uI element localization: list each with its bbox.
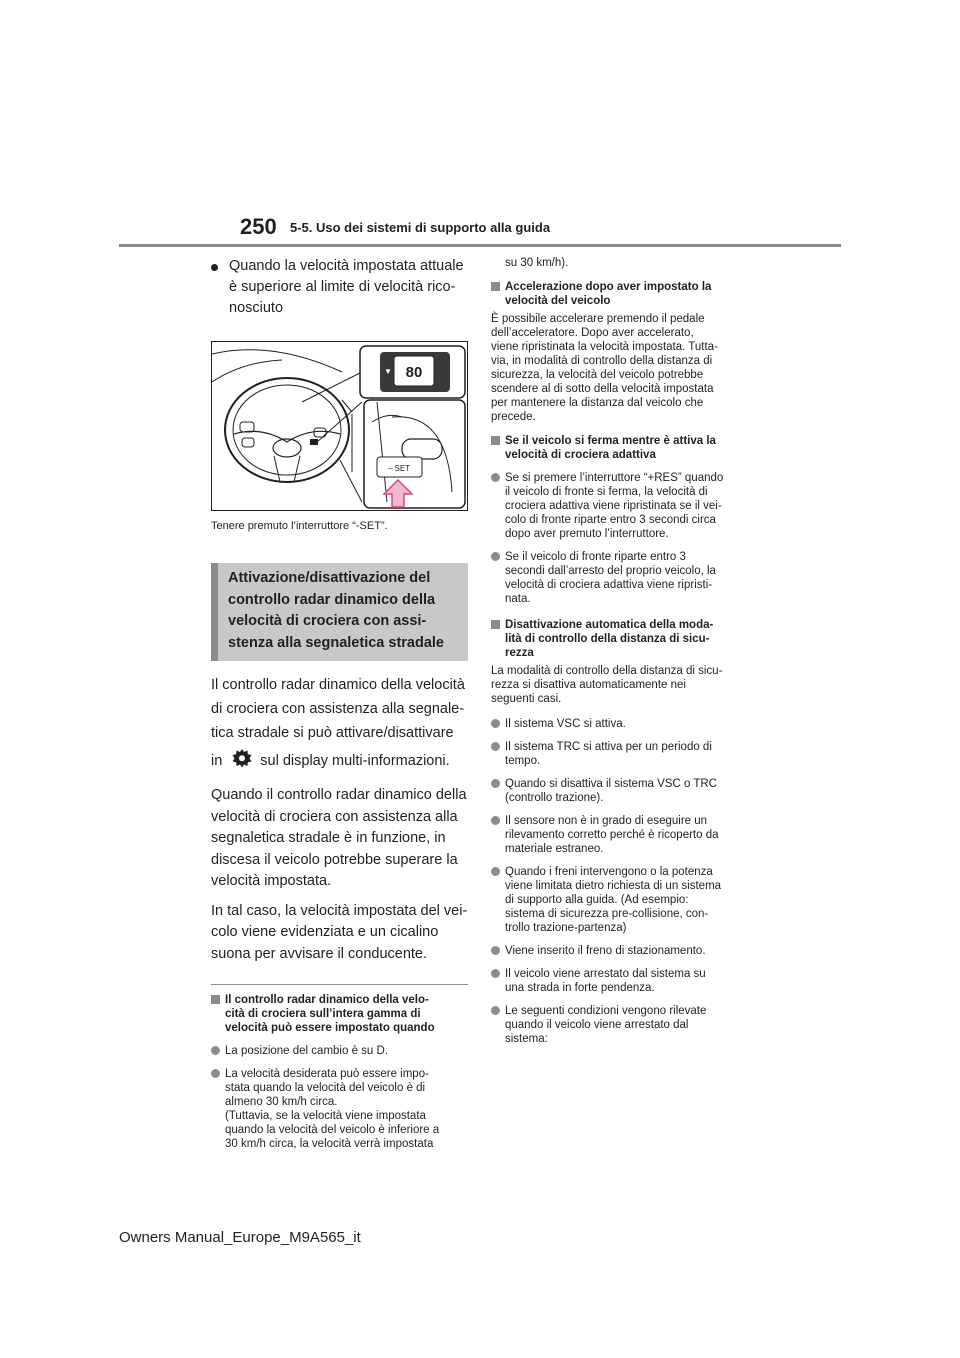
line: Quando il controllo radar dinamico della	[211, 787, 467, 804]
line: Il sistema VSC si attiva.	[505, 718, 626, 730]
section-heading-box	[211, 563, 468, 661]
bullet-restart-3s	[491, 550, 751, 606]
line: Se il veicolo si ferma mentre è attiva la	[505, 435, 716, 447]
line: velocità di crociera adattiva viene ripristi-	[505, 579, 713, 591]
line: scendere al di sotto della velocità impostata	[491, 383, 714, 395]
line: velocità del veicolo	[505, 295, 611, 307]
line: velocità di crociera adattiva	[505, 449, 656, 461]
left-column	[211, 256, 468, 1151]
line: (controllo trazione).	[505, 792, 604, 804]
steering-wheel-illustration	[211, 341, 468, 511]
subheading-vehicle-stops	[491, 434, 751, 462]
line: Quando la velocità impostata attuale	[229, 258, 464, 274]
line: sistema:	[505, 1033, 548, 1045]
heading-line: velocità di crociera con assi-	[228, 613, 427, 630]
steering-wheel-drawing	[212, 342, 467, 510]
bullet-gear-d	[211, 1044, 468, 1058]
line: Quando si disattiva il sistema VSC o TRC	[505, 778, 717, 790]
line: di crociera con assistenza alla segnale-	[211, 701, 465, 718]
bullet-parking-brake	[491, 944, 751, 958]
bullet-dot-icon	[491, 779, 500, 788]
line: Disattivazione automatica della moda-	[505, 619, 714, 631]
bullet-dot-icon	[491, 742, 500, 751]
header-rule	[119, 244, 841, 247]
line: colo viene evidenziata e un cicalino	[211, 924, 439, 941]
figure-caption: Tenere premuto l’interruttore “-SET”.	[211, 520, 388, 532]
line: una strada in forte pendenza.	[505, 982, 655, 994]
line: colo di fronte riparte entro 3 secondi circa	[505, 514, 716, 526]
divider	[211, 984, 468, 985]
line: suona per avvisare il conducente.	[211, 945, 428, 962]
bullet-brakes	[491, 865, 751, 935]
set-label: – SET	[387, 464, 411, 473]
bullet-min-speed	[211, 1067, 468, 1151]
line: materiale estraneo.	[505, 843, 604, 855]
line: viene ripristinata la velocità impostata. Tutta-	[491, 341, 718, 353]
bullet-dot-icon	[491, 719, 500, 728]
svg-text:▼: ▼	[384, 367, 392, 376]
line: Il veicolo viene arrestato dal sistema su	[505, 968, 706, 980]
line: Se si premere l’interruttore “+RES” quando	[505, 472, 724, 484]
continuation-text: su 30 km/h).	[505, 257, 569, 269]
line: rezza si disattiva automaticamente nei	[491, 679, 686, 691]
square-bullet-icon	[491, 620, 500, 629]
line	[211, 749, 468, 777]
bullet-dot-icon	[211, 1046, 220, 1055]
page-number: 250	[240, 214, 277, 239]
after-text: sul display multi-informazioni.	[260, 753, 450, 770]
paragraph-activation	[211, 673, 468, 777]
line: nata.	[505, 593, 531, 605]
line: il veicolo di fronte si ferma, la velocità di	[505, 486, 708, 498]
paragraph-buzzer	[211, 901, 468, 966]
line: La posizione del cambio è su D.	[225, 1045, 389, 1058]
section-title: 5-5. Uso dei sistemi di supporto alla guida	[290, 220, 551, 235]
paragraph-acceleration	[491, 312, 751, 424]
bullet-speed-limit	[211, 256, 468, 319]
paragraph-auto-deactivation	[491, 664, 751, 706]
line: quando il veicolo viene arrestato dal	[505, 1019, 689, 1031]
bullet-dot-icon	[491, 816, 500, 825]
line: Quando i freni intervengono o la potenza	[505, 866, 713, 878]
in-text: in	[211, 753, 223, 770]
bullet-conditions	[491, 1004, 751, 1046]
line: dell’acceleratore. Dopo aver accelerato,	[491, 327, 694, 339]
line: viene limitata dietro richiesta di un sistema	[505, 880, 722, 892]
line: La modalità di controllo della distanza di sicu-	[491, 665, 723, 677]
line: tempo.	[505, 755, 541, 767]
speed-value: 80	[405, 364, 423, 381]
line: dopo aver premuto l’interruttore.	[505, 528, 669, 540]
line: discesa il veicolo potrebbe superare la	[211, 851, 458, 868]
line: È possibile accelerare premendo il pedale	[491, 313, 705, 325]
line: Il sensore non è in grado di eseguire un	[505, 815, 708, 827]
bullet-dot-icon	[211, 264, 218, 271]
line: stata quando la velocità del veicolo è di	[225, 1082, 426, 1095]
heading-line: Attivazione/disattivazione del	[228, 570, 431, 586]
line: di supporto alla guida. (Ad esempio:	[505, 894, 689, 906]
gear-icon	[232, 749, 252, 777]
square-bullet-icon	[491, 436, 500, 445]
heading-line: stenza alla segnaletica stradale	[228, 634, 444, 651]
bullet-dot-icon	[491, 969, 500, 978]
bullet-res-switch	[491, 471, 751, 541]
line: seguenti casi.	[491, 693, 562, 705]
bullet-dot-icon	[491, 552, 500, 561]
bullet-trc	[491, 740, 751, 768]
line: velocità può essere impostato quando	[225, 1022, 435, 1035]
bullet-dot-icon	[491, 867, 500, 876]
line: per mantenere la distanza dal veicolo che	[491, 397, 704, 409]
bullet-dot-icon	[491, 946, 500, 955]
line: velocità impostata.	[211, 873, 332, 890]
bullet-dot-icon	[211, 1069, 220, 1078]
bullet-vsc	[491, 717, 751, 731]
line: Le seguenti condizioni vengono rilevate	[505, 1005, 707, 1017]
line: 30 km/h circa, la velocità verrà impostata	[225, 1138, 434, 1151]
line: è superiore al limite di velocità rico-	[229, 279, 456, 295]
line: secondi dall’arresto del proprio veicolo, la	[505, 565, 716, 577]
subheading-full-range	[211, 993, 468, 1035]
square-bullet-icon	[211, 995, 220, 1004]
line: La velocità desiderata può essere impo-	[225, 1068, 429, 1081]
line: Il controllo radar dinamico della velo-	[225, 994, 429, 1007]
line: rilevamento corretto perché è ricoperto da	[505, 829, 719, 841]
line: sicurezza, la velocità del veicolo potrebbe	[491, 369, 704, 381]
bullet-dot-icon	[491, 1006, 500, 1015]
right-column	[491, 256, 751, 1046]
line: (Tuttavia, se la velocità viene impostata	[225, 1110, 426, 1123]
square-bullet-icon	[491, 282, 500, 291]
footer-text: Owners Manual_Europe_M9A565_it	[119, 1229, 361, 1246]
line: segnaletica stradale è in funzione, in	[211, 830, 446, 847]
line: rezza	[505, 647, 534, 659]
line: trollo trazione-partenza)	[505, 922, 627, 934]
line: velocità di crociera con assistenza alla	[211, 808, 458, 825]
subheading-acceleration	[491, 280, 751, 308]
line: almeno 30 km/h circa.	[225, 1096, 338, 1109]
heading-line: controllo radar dinamico della	[228, 591, 436, 608]
bullet-steep-slope	[491, 967, 751, 995]
line: via, in modalità di controllo della distanza di	[491, 355, 713, 367]
line: Accelerazione dopo aver impostato la	[505, 281, 712, 293]
paragraph-downhill	[211, 785, 468, 893]
line: sistema di sicurezza pre-collisione, con-	[505, 908, 709, 920]
line: quando la velocità del veicolo è inferiore a	[225, 1124, 440, 1137]
line: tica stradale si può attivare/disattivare	[211, 725, 454, 742]
line: cità di crociera sull’intera gamma di	[225, 1008, 421, 1021]
line: crociera adattiva viene ripristinata se il vei-	[505, 500, 722, 512]
line: In tal caso, la velocità impostata del vei-	[211, 902, 468, 919]
bullet-dot-icon	[491, 473, 500, 482]
line: Il controllo radar dinamico della velocità	[211, 677, 465, 694]
line: nosciuto	[229, 300, 284, 316]
line: Il sistema TRC si attiva per un periodo di	[505, 741, 712, 753]
line: precede.	[491, 411, 536, 423]
bullet-sensor	[491, 814, 751, 856]
bullet-vsc-trc-off	[491, 777, 751, 805]
subheading-auto-deactivation	[491, 618, 751, 660]
line: Se il veicolo di fronte riparte entro 3	[505, 551, 686, 563]
line: lità di controllo della distanza di sicu-	[505, 633, 710, 645]
line: Viene inserito il freno di stazionamento.	[505, 945, 706, 957]
